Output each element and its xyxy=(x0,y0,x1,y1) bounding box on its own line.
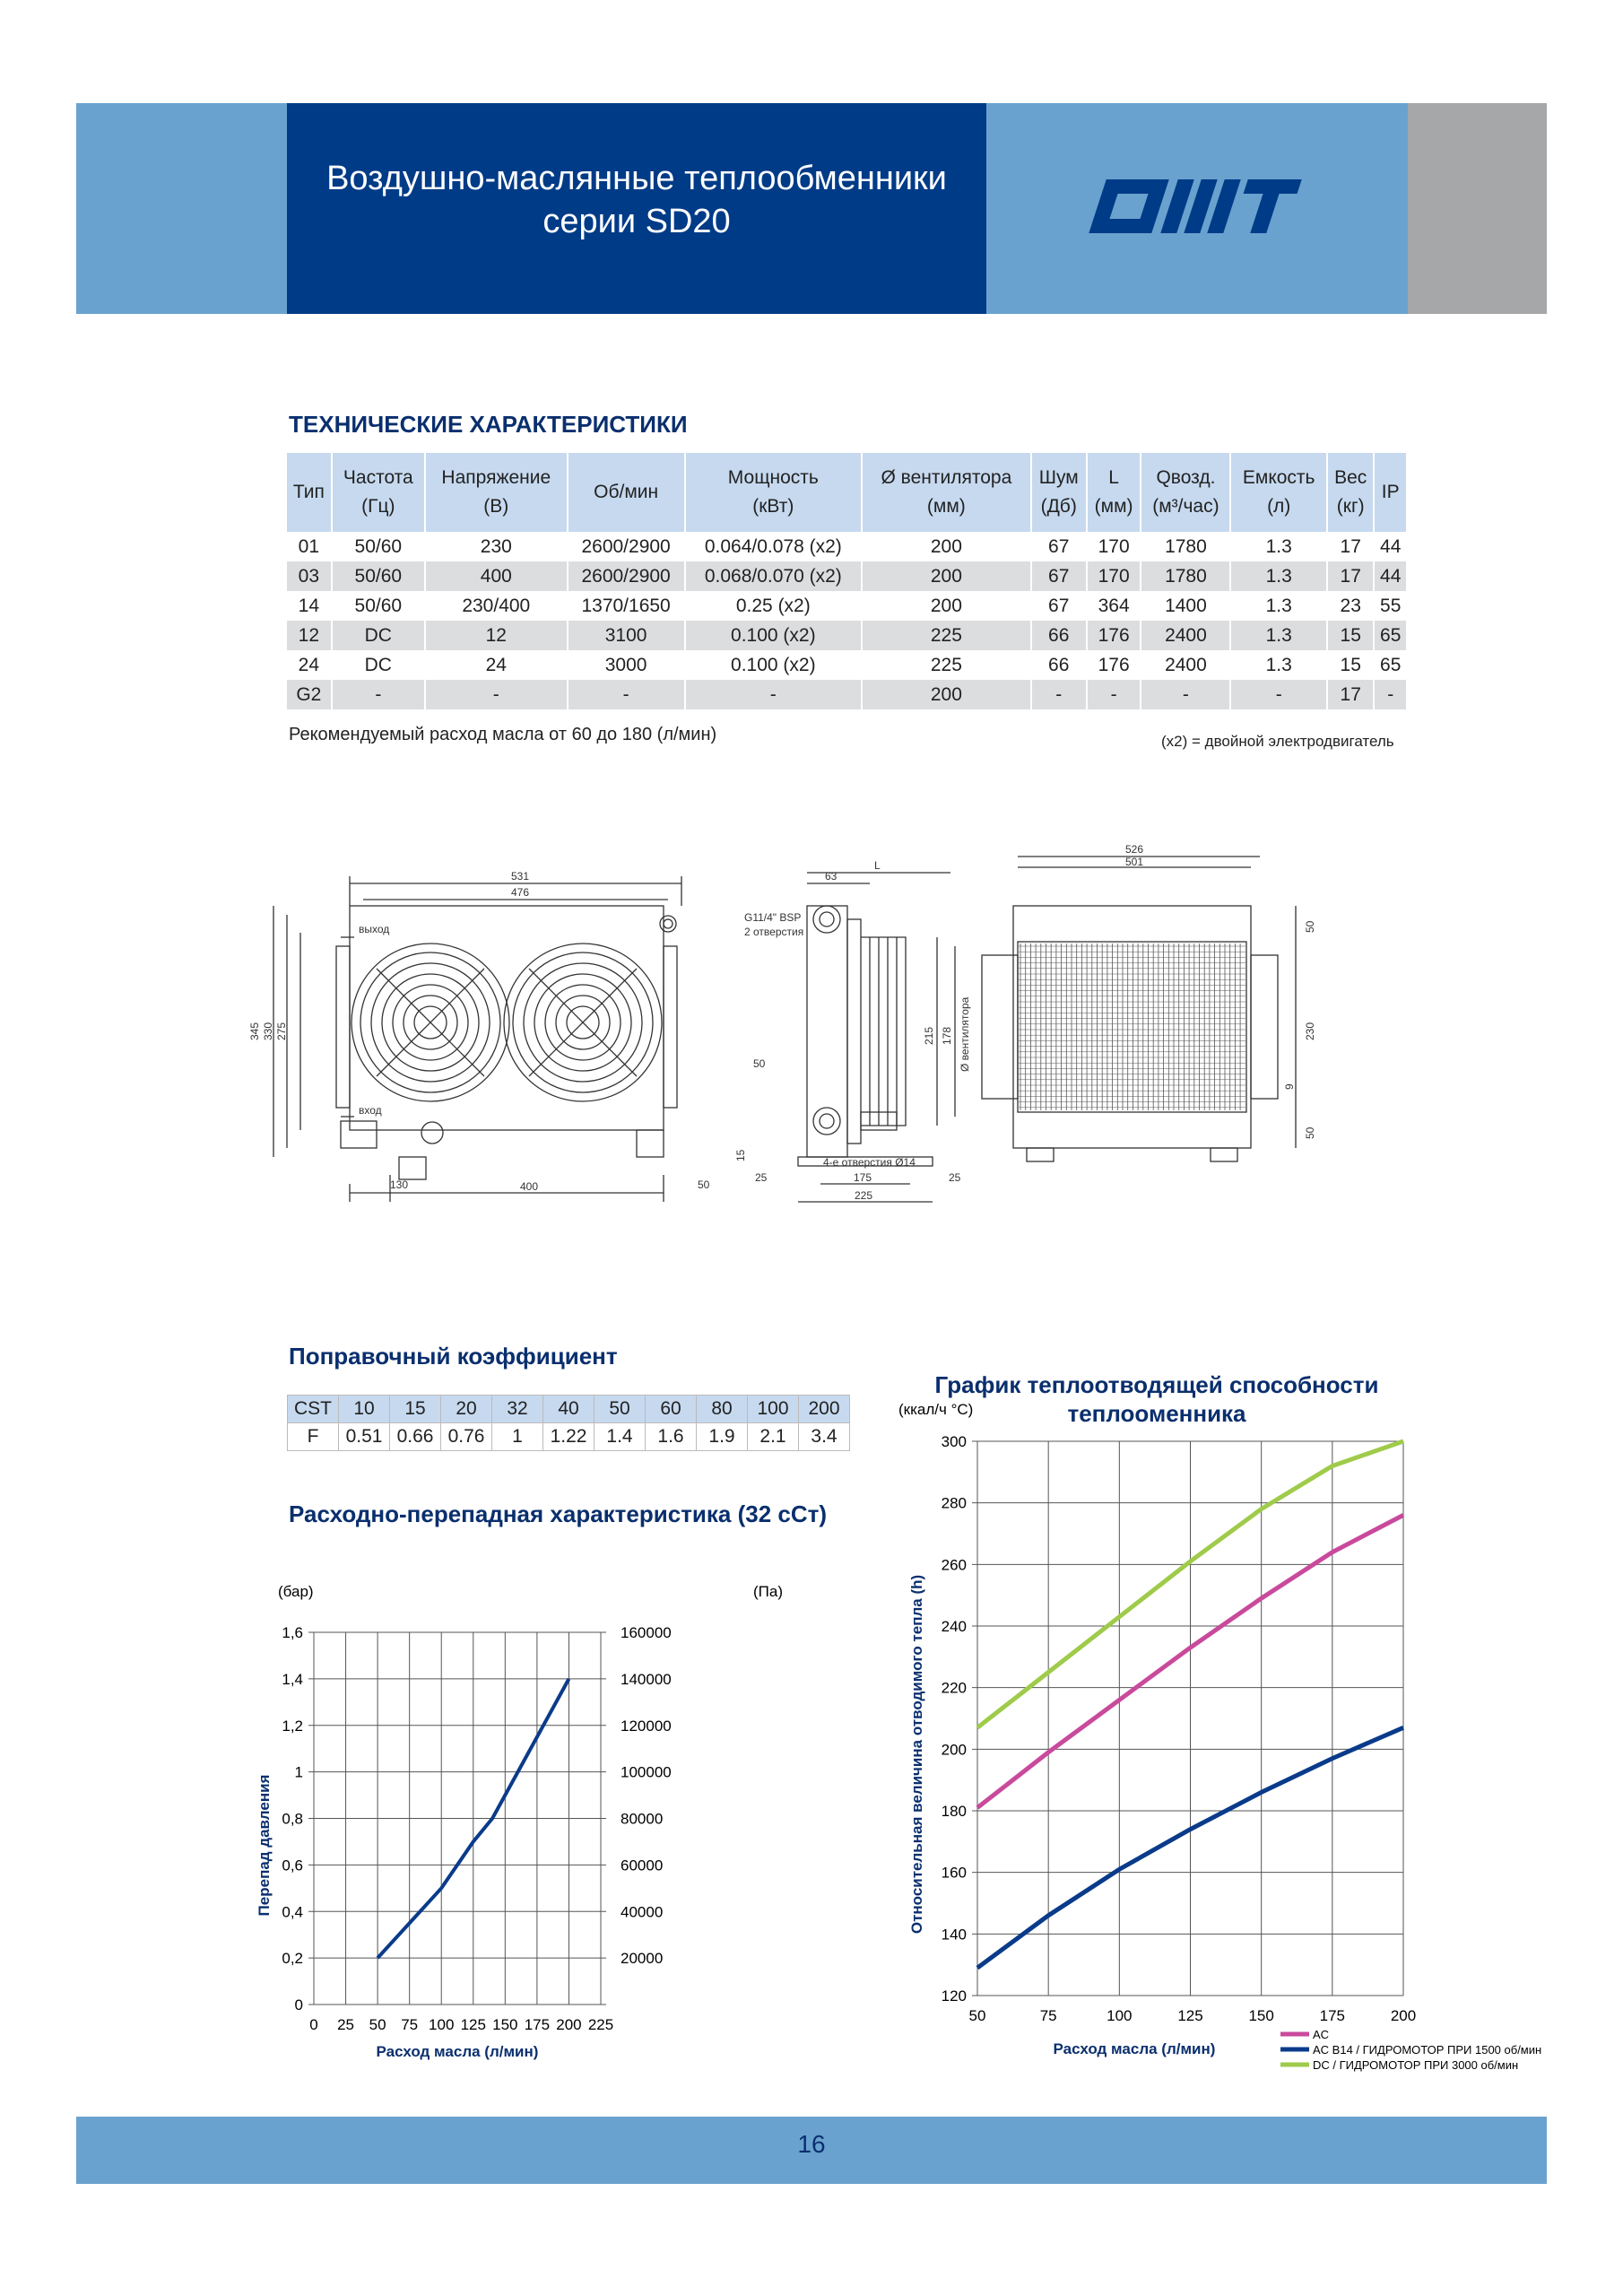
specs-cell: 225 xyxy=(862,650,1031,680)
heat-dissipation-chart xyxy=(879,1395,1560,2094)
specs-cell: - xyxy=(1374,680,1407,709)
specs-cell: 67 xyxy=(1031,561,1087,591)
heat-y-tick: 240 xyxy=(941,1618,967,1635)
specs-cell: - xyxy=(1230,680,1327,709)
specs-header-label: IP xyxy=(1381,482,1400,502)
dim-400: 400 xyxy=(520,1180,539,1193)
dim-526: 526 xyxy=(1125,843,1144,856)
flow-y-tick: 1,4 xyxy=(282,1670,303,1688)
specs-header-cell xyxy=(287,453,332,532)
specs-cell: 2400 xyxy=(1141,650,1230,680)
page-title xyxy=(287,157,986,243)
specs-row xyxy=(287,532,1407,561)
specs-cell: 66 xyxy=(1031,621,1087,650)
flow-y-tick: 0,4 xyxy=(282,1903,303,1921)
correction-cell: 0.51 xyxy=(339,1423,390,1451)
dim-25b: 25 xyxy=(949,1171,961,1184)
specs-cell: 24 xyxy=(287,650,332,680)
correction-cell: 1.4 xyxy=(595,1423,646,1451)
technical-drawing xyxy=(242,821,1471,1224)
specs-header-label: Мощность xyxy=(727,467,819,488)
heat-chart-title-line1: График теплоотводящей способности xyxy=(934,1371,1379,1398)
specs-cell: - xyxy=(685,680,863,709)
specs-cell: 230/400 xyxy=(425,591,568,621)
heat-y-tick: 180 xyxy=(941,1803,967,1820)
label-out: выход xyxy=(359,923,390,935)
specs-cell: - xyxy=(568,680,685,709)
flow-x-tick: 0 xyxy=(309,2016,318,2033)
specs-cell: 1.3 xyxy=(1230,561,1327,591)
specs-cell: 0.25 (x2) xyxy=(685,591,863,621)
specs-cell: 200 xyxy=(862,532,1031,561)
dim-130: 130 xyxy=(390,1178,409,1191)
double-motor-note: (x2) = двойной электродвигатель xyxy=(1161,733,1394,750)
flow-chart-title: Расходно-перепадная характеристика (32 сСт) xyxy=(289,1500,828,1527)
specs-cell: 3100 xyxy=(568,621,685,650)
heat-y-label: Относительная величина отводимого тепла (h) xyxy=(908,1574,925,1935)
specs-header-label: Частота xyxy=(343,467,413,488)
specs-cell: 24 xyxy=(425,650,568,680)
dim-63: 63 xyxy=(825,870,838,883)
specs-cell: 67 xyxy=(1031,591,1087,621)
specs-header-cell xyxy=(1031,453,1087,532)
flow-y2-tick: 120000 xyxy=(621,1717,672,1735)
dim-25a: 25 xyxy=(755,1171,768,1184)
specs-cell: 1780 xyxy=(1141,561,1230,591)
flow-y2-tick: 60000 xyxy=(621,1857,664,1874)
specs-cell: 170 xyxy=(1087,532,1141,561)
specs-cell: 65 xyxy=(1374,650,1407,680)
specs-cell: 1.3 xyxy=(1230,532,1327,561)
correction-cell: 1 xyxy=(492,1423,543,1451)
specs-table xyxy=(287,453,1408,709)
specs-cell: 2600/2900 xyxy=(568,532,685,561)
correction-cell: 10 xyxy=(339,1396,390,1423)
specs-title: ТЕХНИЧЕСКИЕ ХАРАКТЕРИСТИКИ xyxy=(289,411,688,438)
heat-x-tick: 100 xyxy=(1107,2007,1133,2024)
dim-501: 501 xyxy=(1125,856,1144,868)
specs-cell: - xyxy=(332,680,425,709)
specs-row xyxy=(287,650,1407,680)
specs-cell: DC xyxy=(332,621,425,650)
heat-y-tick: 260 xyxy=(941,1556,967,1574)
specs-cell: 03 xyxy=(287,561,332,591)
flow-x-tick: 125 xyxy=(460,2016,486,2033)
flow-x-label: Расход масла (л/мин) xyxy=(376,2043,539,2060)
heat-x-tick: 50 xyxy=(968,2007,986,2024)
heat-x-tick: 125 xyxy=(1177,2007,1203,2024)
specs-header-unit: (мм) xyxy=(926,496,966,517)
dim-275: 275 xyxy=(275,1022,288,1040)
correction-cell: 200 xyxy=(799,1396,850,1423)
specs-header-cell xyxy=(1087,453,1141,532)
specs-header-label: Напряжение xyxy=(441,467,551,488)
heat-chart-title-line2: теплооменника xyxy=(1067,1400,1246,1427)
specs-cell: 176 xyxy=(1087,621,1141,650)
flow-y2-tick: 20000 xyxy=(621,1950,664,1968)
correction-cst-row xyxy=(288,1396,850,1423)
page-number: 16 xyxy=(797,2130,826,2158)
correction-cell: 32 xyxy=(492,1396,543,1423)
specs-row xyxy=(287,621,1407,650)
dim-50b: 50 xyxy=(753,1057,766,1070)
heat-y-tick: 120 xyxy=(941,1987,967,2005)
specs-header-cell xyxy=(425,453,568,532)
heat-y-tick: 300 xyxy=(941,1433,967,1450)
specs-header-cell xyxy=(1327,453,1374,532)
dim-15: 15 xyxy=(734,1149,747,1161)
heat-x-tick: 150 xyxy=(1248,2007,1274,2024)
dim-531: 531 xyxy=(511,870,530,883)
heat-legend-label: DC / ГИДРОМОТОР ПРИ 3000 об/мин xyxy=(1313,2058,1519,2072)
heat-x-tick: 200 xyxy=(1390,2007,1417,2024)
heat-y-tick: 200 xyxy=(941,1741,967,1759)
correction-cell: 40 xyxy=(543,1396,595,1423)
flow-x-tick: 150 xyxy=(492,2016,518,2033)
specs-header-label: Емкость xyxy=(1242,467,1315,488)
specs-cell: 15 xyxy=(1327,650,1374,680)
specs-cell: 55 xyxy=(1374,591,1407,621)
specs-cell: 200 xyxy=(862,591,1031,621)
rear-view xyxy=(982,857,1296,1161)
specs-cell: 3000 xyxy=(568,650,685,680)
heat-y-tick: 160 xyxy=(941,1864,967,1882)
heat-x-tick: 75 xyxy=(1039,2007,1057,2024)
specs-row xyxy=(287,591,1407,621)
fan-diameter-label: Ø вентилятора xyxy=(959,996,971,1072)
heat-legend-label: AC B14 / ГИДРОМОТОР ПРИ 1500 об/мин xyxy=(1313,2043,1542,2057)
correction-cell: 60 xyxy=(646,1396,697,1423)
title-line-2: серии SD20 xyxy=(542,203,731,240)
dim-50c: 50 xyxy=(1304,920,1316,933)
flow-y-tick: 1,6 xyxy=(282,1624,303,1641)
flow-y2-tick: 140000 xyxy=(621,1670,672,1688)
correction-table xyxy=(287,1395,850,1451)
flow-y-tick: 1 xyxy=(294,1763,303,1781)
specs-header-cell xyxy=(568,453,685,532)
specs-cell: 2600/2900 xyxy=(568,561,685,591)
specs-header-label: Шум xyxy=(1038,467,1079,488)
header-gray-block xyxy=(1408,103,1547,314)
specs-cell: 50/60 xyxy=(332,532,425,561)
specs-header-label: L xyxy=(1108,467,1119,488)
specs-cell: 12 xyxy=(425,621,568,650)
specs-cell: 44 xyxy=(1374,532,1407,561)
dim-50a: 50 xyxy=(698,1178,710,1191)
specs-header-cell xyxy=(862,453,1031,532)
flow-y2-tick: 100000 xyxy=(621,1763,672,1781)
specs-cell: 2400 xyxy=(1141,621,1230,650)
dim-215: 215 xyxy=(923,1026,935,1045)
specs-header-unit: (кВт) xyxy=(752,496,794,517)
specs-cell: 14 xyxy=(287,591,332,621)
specs-header-cell xyxy=(685,453,863,532)
specs-header-unit: (мм) xyxy=(1094,496,1133,517)
specs-cell: G2 xyxy=(287,680,332,709)
heat-y-tick: 280 xyxy=(941,1494,967,1512)
specs-header-label: Вес xyxy=(1334,467,1367,488)
correction-cell: CST xyxy=(288,1396,339,1423)
flow-x-tick: 225 xyxy=(587,2016,614,2033)
correction-cell: 1.22 xyxy=(543,1423,595,1451)
holes-label: 4-е отверстия Ø14 xyxy=(823,1156,916,1169)
flow-y2-tick: 80000 xyxy=(621,1810,664,1828)
title-line-1: Воздушно-маслянные теплообменники xyxy=(326,160,947,197)
specs-header-unit: (В) xyxy=(483,496,509,517)
specs-cell: 170 xyxy=(1087,561,1141,591)
omt-logo xyxy=(1072,170,1314,242)
specs-cell: 1.3 xyxy=(1230,650,1327,680)
oil-flow-note: Рекомендуемый расход масла от 60 до 180 (л/мин) xyxy=(289,725,717,744)
specs-cell: 0.100 (x2) xyxy=(685,650,863,680)
correction-cell: 3.4 xyxy=(799,1423,850,1451)
flow-x-tick: 175 xyxy=(524,2016,551,2033)
specs-cell: 67 xyxy=(1031,532,1087,561)
dim-L: L xyxy=(874,859,881,872)
specs-row xyxy=(287,680,1407,709)
flow-y-unit-left: (бар) xyxy=(278,1583,314,1600)
flow-x-tick: 200 xyxy=(556,2016,582,2033)
specs-header-unit: (м³/час) xyxy=(1152,496,1219,517)
specs-cell: 12 xyxy=(287,621,332,650)
heat-y-tick: 140 xyxy=(941,1926,967,1944)
specs-cell: 225 xyxy=(862,621,1031,650)
correction-cell: 0.66 xyxy=(390,1423,441,1451)
specs-header-unit: (кг) xyxy=(1336,496,1365,517)
specs-cell: 200 xyxy=(862,680,1031,709)
specs-cell: 15 xyxy=(1327,621,1374,650)
specs-header-unit: (л) xyxy=(1267,496,1291,517)
specs-header-cell xyxy=(1141,453,1230,532)
heat-legend-label: AC xyxy=(1313,2028,1330,2041)
fin-texture xyxy=(1019,944,1245,1110)
correction-cell: 1.6 xyxy=(646,1423,697,1451)
specs-header-row xyxy=(287,453,1407,532)
dim-476: 476 xyxy=(511,886,530,899)
specs-cell: 1.3 xyxy=(1230,621,1327,650)
specs-cell: 01 xyxy=(287,532,332,561)
specs-header-label: Об/мин xyxy=(594,482,659,502)
heat-y-tick: 220 xyxy=(941,1679,967,1697)
dim-230: 230 xyxy=(1304,1022,1316,1040)
specs-cell: 1400 xyxy=(1141,591,1230,621)
specs-cell: 230 xyxy=(425,532,568,561)
correction-f-row xyxy=(288,1423,850,1451)
dim-225: 225 xyxy=(855,1189,873,1202)
specs-body xyxy=(287,532,1407,709)
correction-cell: 15 xyxy=(390,1396,441,1423)
specs-cell: - xyxy=(1141,680,1230,709)
dim-345: 345 xyxy=(248,1022,261,1040)
specs-row xyxy=(287,561,1407,591)
specs-cell: DC xyxy=(332,650,425,680)
dim-9: 9 xyxy=(1283,1083,1296,1090)
specs-cell: 0.100 (x2) xyxy=(685,621,863,650)
flow-y-tick: 0 xyxy=(294,1996,303,2013)
specs-cell: 0.064/0.078 (x2) xyxy=(685,532,863,561)
specs-header-label: Тип xyxy=(292,482,325,502)
heat-y-unit: (ккал/ч °C) xyxy=(898,1401,974,1418)
specs-cell: 200 xyxy=(862,561,1031,591)
dim-178: 178 xyxy=(941,1026,953,1045)
specs-cell: 23 xyxy=(1327,591,1374,621)
flow-y2-tick: 40000 xyxy=(621,1903,664,1921)
flow-y2-tick: 160000 xyxy=(621,1624,672,1641)
flow-y-tick: 0,2 xyxy=(282,1950,303,1968)
port-holes: 2 отверстия xyxy=(744,926,804,938)
correction-cell: 80 xyxy=(697,1396,748,1423)
correction-cell: 2.1 xyxy=(748,1423,799,1451)
specs-header-unit: (Гц) xyxy=(361,496,395,517)
correction-title: Поправочный коэффициент xyxy=(289,1343,618,1370)
front-view xyxy=(273,876,681,1202)
specs-cell: 50/60 xyxy=(332,561,425,591)
flow-y-unit-right: (Па) xyxy=(753,1583,783,1600)
label-in: вход xyxy=(359,1104,382,1117)
specs-header-cell xyxy=(332,453,425,532)
specs-cell: 400 xyxy=(425,561,568,591)
flow-y-tick: 0,6 xyxy=(282,1857,303,1874)
dim-330: 330 xyxy=(262,1022,274,1040)
specs-cell: 176 xyxy=(1087,650,1141,680)
correction-cell: F xyxy=(288,1423,339,1451)
flow-x-tick: 25 xyxy=(337,2016,355,2033)
correction-cell: 0.76 xyxy=(441,1423,492,1451)
heat-x-label: Расход масла (л/мин) xyxy=(1053,2040,1216,2057)
specs-cell: 65 xyxy=(1374,621,1407,650)
flow-y-tick: 1,2 xyxy=(282,1717,303,1735)
specs-header-cell xyxy=(1230,453,1327,532)
flow-x-tick: 75 xyxy=(401,2016,419,2033)
correction-cell: 50 xyxy=(595,1396,646,1423)
heat-x-tick: 175 xyxy=(1319,2007,1346,2024)
specs-cell: 1780 xyxy=(1141,532,1230,561)
specs-cell: - xyxy=(1087,680,1141,709)
specs-cell: 0.068/0.070 (x2) xyxy=(685,561,863,591)
specs-cell: 17 xyxy=(1327,680,1374,709)
specs-cell: 17 xyxy=(1327,561,1374,591)
flow-x-tick: 100 xyxy=(429,2016,455,2033)
specs-cell: 66 xyxy=(1031,650,1087,680)
specs-cell: 44 xyxy=(1374,561,1407,591)
correction-cell: 1.9 xyxy=(697,1423,748,1451)
port-label: G11/4" BSP xyxy=(744,911,802,924)
specs-header-label: Ø вентилятора xyxy=(881,467,1012,488)
flow-y-tick: 0,8 xyxy=(282,1810,303,1828)
specs-header-label: Qвозд. xyxy=(1156,467,1216,488)
specs-cell: - xyxy=(425,680,568,709)
correction-cell: 100 xyxy=(748,1396,799,1423)
dim-50d: 50 xyxy=(1304,1126,1316,1139)
specs-cell: 1370/1650 xyxy=(568,591,685,621)
specs-cell: 50/60 xyxy=(332,591,425,621)
specs-header-unit: (Дб) xyxy=(1040,496,1077,517)
dim-175: 175 xyxy=(854,1171,872,1184)
flow-y-label: Перепад давления xyxy=(256,1774,273,1917)
flow-x-tick: 50 xyxy=(369,2016,386,2033)
specs-cell: - xyxy=(1031,680,1087,709)
specs-cell: 1.3 xyxy=(1230,591,1327,621)
specs-header-cell xyxy=(1374,453,1407,532)
specs-cell: 17 xyxy=(1327,532,1374,561)
flow-pressure-chart xyxy=(242,1561,861,2063)
correction-cell: 20 xyxy=(441,1396,492,1423)
specs-cell: 364 xyxy=(1087,591,1141,621)
